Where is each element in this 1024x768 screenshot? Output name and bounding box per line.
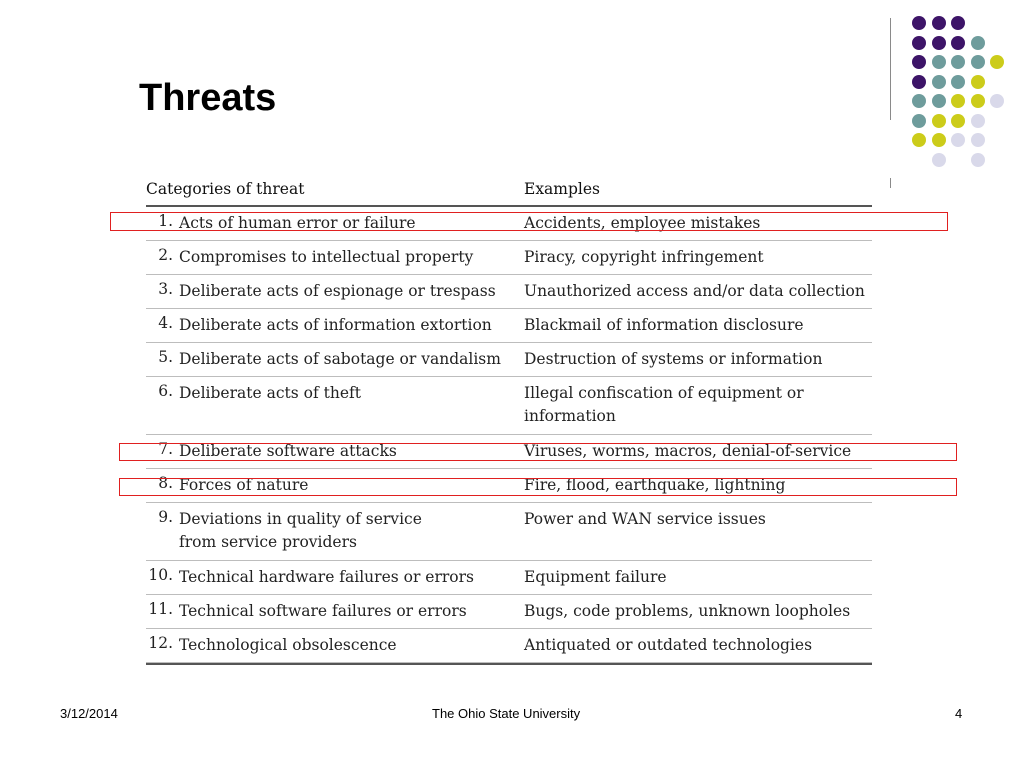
table-row [146,629,872,663]
table-header [146,176,872,207]
row-category: Deliberate acts of espionage or trespass [179,282,496,300]
decorative-dot [932,114,946,128]
row-number: 4. [158,314,173,332]
decorative-dot [990,94,1004,108]
row-category: Technological obsolescence [179,636,397,654]
row-number: 8. [158,474,173,492]
decorative-dot [932,94,946,108]
table-row [146,275,872,309]
row-number: 7. [158,440,173,458]
row-example: Destruction of systems or information [524,350,823,368]
decorative-dot [932,75,946,89]
decorative-dot [951,36,965,50]
decorative-dot [951,133,965,147]
decorative-dot [912,94,926,108]
footer-date: 3/12/2014 [60,706,118,721]
decorative-dot [912,133,926,147]
decorative-dot [951,94,965,108]
row-example: Power and WAN service issues [524,510,766,528]
table-body [146,207,872,663]
highlight-box [110,212,948,231]
row-example: Viruses, worms, macros, denial-of-service [524,442,852,460]
bottom-rule [146,663,872,665]
row-category: Deliberate acts of information extortion [179,316,492,334]
table-row [146,377,872,435]
table-row [146,595,872,629]
row-category: Deviations in quality of service from service providers [179,510,422,551]
decorative-dot [971,36,985,50]
row-example: Illegal confiscation of equipment or information [524,384,804,425]
row-number: 5. [158,348,173,366]
row-category: Technical software failures or errors [179,602,467,620]
table-row [146,309,872,343]
table-row [146,561,872,595]
table-row [146,343,872,377]
decorative-dot [932,55,946,69]
decorative-dot [951,75,965,89]
row-number: 3. [158,280,173,298]
row-number: 12. [148,634,173,652]
decorative-dot [932,16,946,30]
row-number: 9. [158,508,173,526]
row-example: Bugs, code problems, unknown loopholes [524,602,851,620]
threats-table [146,176,872,665]
header-examples: Examples [524,180,601,198]
decorative-dot [971,153,985,167]
divider-line-short [890,178,891,188]
decorative-dot [912,114,926,128]
row-number: 1. [158,212,173,230]
row-number: 2. [158,246,173,264]
row-category: Compromises to intellectual property [179,248,474,266]
decorative-dot [912,16,926,30]
highlight-box [119,443,957,461]
decorative-dot [990,55,1004,69]
row-example: Accidents, employee mistakes [524,214,761,232]
decorative-dot [932,133,946,147]
row-category: Forces of nature [179,476,309,494]
decorative-dot [912,36,926,50]
decorative-dot [912,75,926,89]
row-example: Unauthorized access and/or data collection [524,282,865,300]
row-number: 6. [158,382,173,400]
decorative-dot [951,114,965,128]
decorative-dot [932,153,946,167]
divider-line [890,18,891,120]
row-category: Deliberate acts of sabotage or vandalism [179,350,501,368]
decorative-dot [912,55,926,69]
row-category: Deliberate software attacks [179,442,397,460]
row-example: Fire, flood, earthquake, lightning [524,476,786,494]
row-number: 11. [148,600,173,618]
decorative-dot [971,114,985,128]
page-number: 4 [955,706,963,721]
table-row [146,241,872,275]
decorative-dot [971,55,985,69]
row-category: Technical hardware failures or errors [179,568,474,586]
decorative-dot [932,36,946,50]
footer-institution: The Ohio State University [432,706,581,721]
header-categories: Categories of threat [146,180,305,198]
row-category: Deliberate acts of theft [179,384,361,402]
decorative-dot [971,133,985,147]
row-category: Acts of human error or failure [179,214,416,232]
decorative-dot [971,75,985,89]
slide-title: Threats [139,77,277,119]
row-example: Blackmail of information disclosure [524,316,804,334]
decorative-dot [951,16,965,30]
highlight-box [119,478,957,496]
row-example: Equipment failure [524,568,667,586]
decorative-dot [951,55,965,69]
row-example: Antiquated or outdated technologies [524,636,813,654]
row-number: 10. [148,566,173,584]
table-row [146,503,872,561]
decorative-dot [971,94,985,108]
row-example: Piracy, copyright infringement [524,248,764,266]
